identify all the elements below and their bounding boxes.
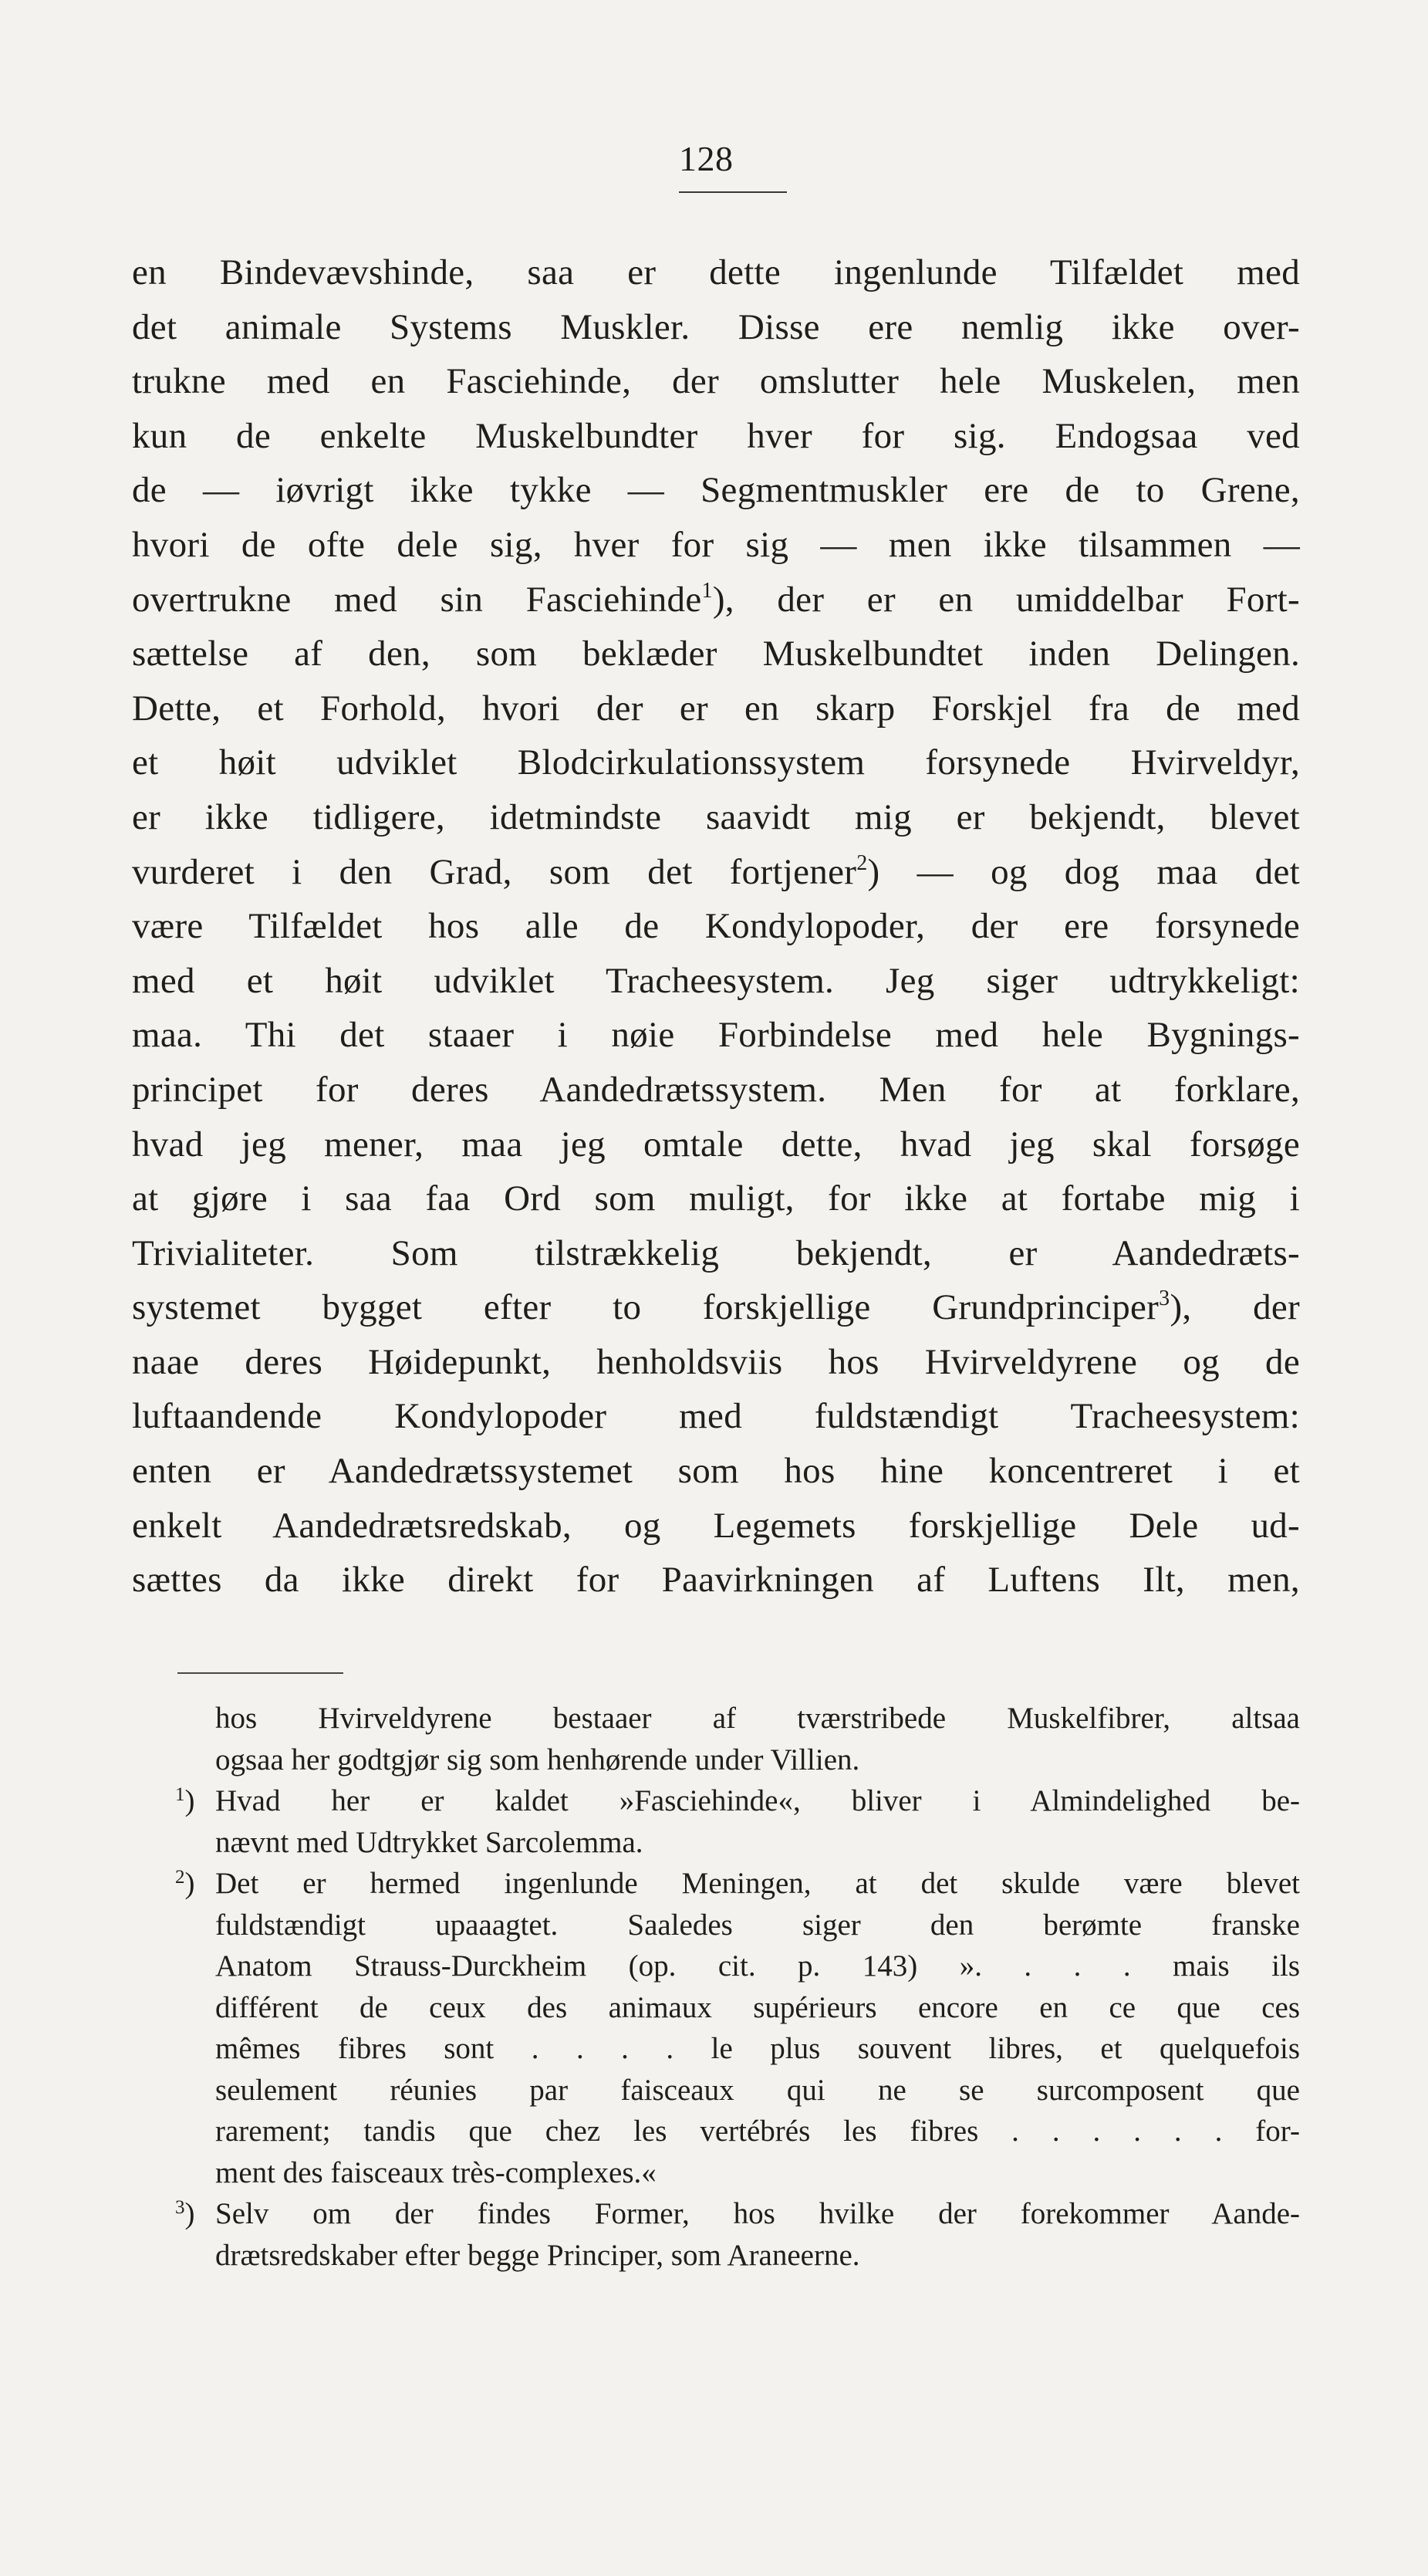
text-line: være Tilfældet hos alle de Kondylopoder, der ere forsynede [132, 906, 1300, 947]
text-line: de — iøvrigt ikke tykke — Segmentmuskler ere de to Grene, [132, 470, 1300, 511]
footnote-number: 3 [175, 2197, 185, 2218]
footnote-line: mêmes fibres sont . . . . le plus souvent libres, et quelquefois [215, 2032, 1300, 2065]
footnote-line: ment des faisceaux très-complexes.« [215, 2155, 657, 2189]
footnote-divider [177, 1672, 343, 1674]
text-line: at gjøre i saa faa Ord som muligt, for ikke at fortabe mig i [132, 1178, 1300, 1219]
text-fragment: ), der [1170, 1287, 1300, 1328]
text-line: sættelse af den, som beklæder Muskelbundtet inden Delingen. [132, 634, 1300, 674]
footnote-line: seulement réunies par faisceaux qui ne se surcomposent que [215, 2073, 1300, 2107]
text-line: sættes da ikke direkt for Paavirkningen af Luftens Ilt, men, [132, 1560, 1300, 1601]
text-line: hvori de ofte dele sig, hver for sig — men ikke tilsammen — [132, 524, 1300, 565]
page-header [679, 140, 787, 196]
footnote-line: drætsredskaber efter begge Principer, som Araneerne. [215, 2238, 860, 2272]
text-fragment: ), der er en umiddelbar Fort- [712, 579, 1300, 620]
footnote-number: 1 [175, 1784, 185, 1805]
footnote-marker [175, 1863, 208, 1905]
text-line-with-footnote-3 [132, 1280, 1300, 1335]
footnotes [175, 1698, 1300, 2276]
footnote-number: 2 [175, 1867, 185, 1888]
footnote-line: Anatom Strauss-Durckheim (op. cit. p. 143) ». . . . mais ils [215, 1949, 1300, 1983]
text-fragment: systemet bygget efter to forskjellige Grundprinciper [132, 1287, 1160, 1328]
text-line: trukne med en Fasciehinde, der omslutter hele Muskelen, men [132, 361, 1300, 402]
footnote-marker [175, 2193, 208, 2235]
text-line: et høit udviklet Blodcirkulationssystem forsynede Hvirveldyr, [132, 742, 1300, 783]
text-line: kun de enkelte Muskelbundter hver for sig. Endogsaa ved [132, 415, 1300, 456]
text-line: naae deres Høidepunkt, henholdsviis hos Hvirveldyrene og de [132, 1341, 1300, 1382]
text-line: det animale Systems Muskler. Disse ere nemlig ikke over- [132, 306, 1300, 347]
text-line: en Bindevævshinde, saa er dette ingenlunde Tilfældet med [132, 252, 1300, 292]
text-fragment: vurderet i den Grad, som det fortjener [132, 851, 857, 892]
footnote-ref-3: 3 [1159, 1286, 1170, 1311]
footnote-line: différent de ceux des animaux supérieurs encore en ce que ces [215, 1990, 1300, 2024]
page-number: 128 [679, 139, 734, 178]
footnote-ref-2: 2 [856, 850, 868, 875]
text-line: maa. Thi det staaer i nøie Forbindelse med hele Bygnings- [132, 1015, 1300, 1056]
footnote-line: hos Hvirveldyrene bestaaer af tværstribede Muskelfibrer, altsaa [215, 1702, 1300, 1735]
text-line: luftaandende Kondylopoder med fuldstændigt Tracheesystem: [132, 1396, 1300, 1437]
text-line: med et høit udviklet Tracheesystem. Jeg siger udtrykkeligt: [132, 960, 1300, 1001]
footnote-line: ogsaa her godtgjør sig som henhørende under Villien. [215, 1743, 860, 1776]
footnote-line: Det er hermed ingenlunde Meningen, at det skulde være blevet [215, 1867, 1300, 1900]
footnote-marker-paren: ) [184, 1867, 195, 1900]
footnote-ref-1: 1 [701, 578, 713, 603]
text-line: principet for deres Aandedrætssystem. Men for at forklare, [132, 1069, 1300, 1110]
text-fragment: ) — og dog maa det [867, 851, 1300, 892]
text-line: Trivialiteter. Som tilstrækkelig bekjendt, er Aandedræts- [132, 1232, 1300, 1273]
footnote-marker [175, 1780, 208, 1822]
text-line: enten er Aandedrætssystemet som hos hine koncentreret i et [132, 1451, 1300, 1492]
footnote-line: rarement; tandis que chez les vertébrés les fibres . . . . . . for- [215, 2115, 1300, 2148]
text-line: enkelt Aandedrætsredskab, og Legemets forskjellige Dele ud- [132, 1505, 1300, 1546]
footnote-line: fuldstændigt upaaagtet. Saaledes siger den berømte franske [215, 1908, 1300, 1942]
footnote-3 [175, 2193, 1300, 2276]
footnote-continuation [215, 1698, 1300, 1780]
footnote-2 [175, 1863, 1300, 2193]
footnote-line: Hvad her er kaldet »Fasciehinde«, bliver i Almindelighed be- [215, 1784, 1300, 1817]
footnote-marker-paren: ) [184, 1784, 195, 1817]
page-number-underline [679, 191, 787, 193]
text-line-with-footnote-2 [132, 845, 1300, 900]
text-line: Dette, et Forhold, hvori der er en skarp Forskjel fra de med [132, 688, 1300, 729]
main-text [132, 245, 1300, 1607]
footnote-line: nævnt med Udtrykket Sarcolemma. [215, 1825, 643, 1859]
text-line: er ikke tidligere, idetmindste saavidt mig er bekjendt, blevet [132, 796, 1300, 837]
footnote-line: Selv om der findes Former, hos hvilke der forekommer Aande- [215, 2197, 1300, 2230]
text-line: hvad jeg mener, maa jeg omtale dette, hvad jeg skal forsøge [132, 1124, 1300, 1165]
footnote-marker-paren: ) [184, 2197, 195, 2230]
text-fragment: overtrukne med sin Fasciehinde [132, 579, 702, 620]
footnote-1 [175, 1780, 1300, 1863]
text-line-with-footnote-1 [132, 573, 1300, 627]
